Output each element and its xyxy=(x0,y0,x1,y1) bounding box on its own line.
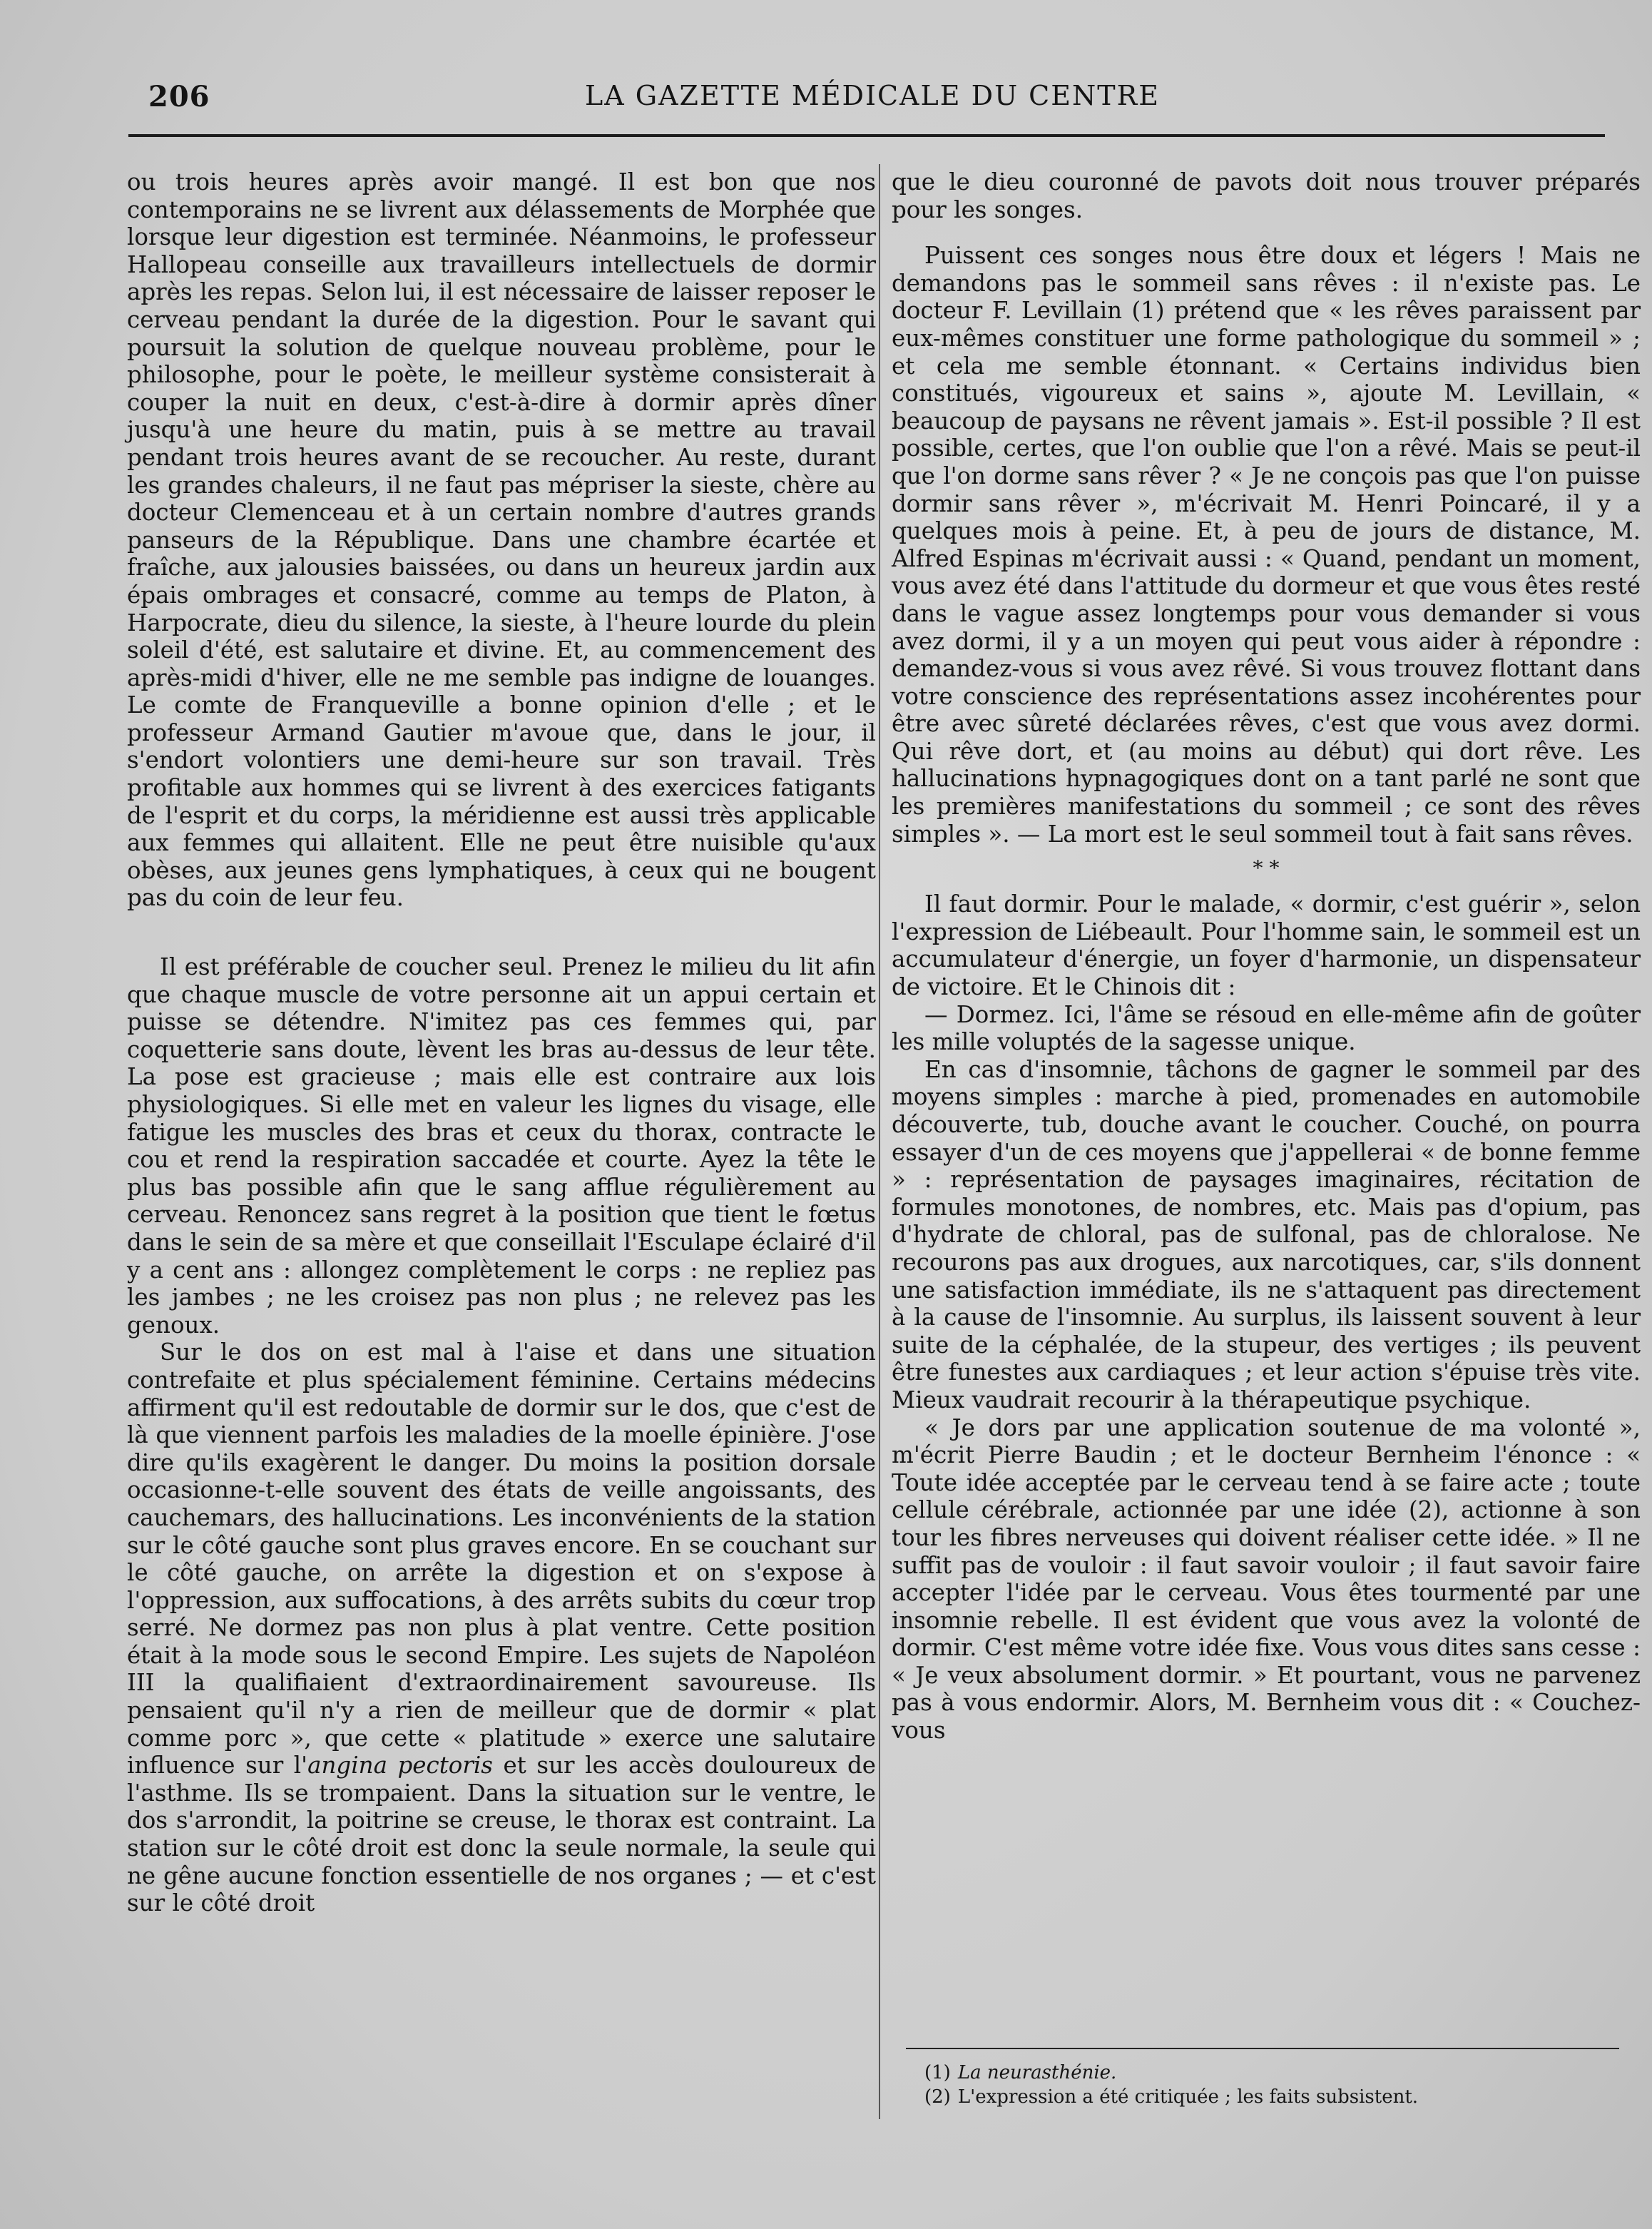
paragraph xyxy=(127,1339,876,1916)
section-asterism: * * xyxy=(1253,856,1280,880)
paragraph: — Dormez. Ici, l'âme se résoud en elle-même afin de goûter les mille voluptés de la sagesse unique. xyxy=(892,1000,1641,1056)
page-header xyxy=(143,80,1612,123)
section-gap xyxy=(892,223,1641,242)
footnote-text: L'expression a été critiquée ; les faits subsistent. xyxy=(957,2086,1419,2108)
footnote xyxy=(924,2085,1609,2109)
paragraph: que le dieu couronné de pavots doit nous trouver préparés pour les songes. xyxy=(892,168,1641,223)
footnote-text: La neurasthénie. xyxy=(957,2062,1117,2083)
section-gap xyxy=(127,912,876,953)
right-column xyxy=(892,168,1641,1745)
running-title: LA GAZETTE MÉDICALE DU CENTRE xyxy=(585,80,1160,111)
footnote-rule xyxy=(906,2048,1619,2049)
header-rule xyxy=(128,134,1605,137)
paragraph: Il faut dormir. Pour le malade, « dormir, c'est guérir », selon l'expression de Liébeault. Pour l'homme sain, le sommeil est un accumulateur d'énergie, un foyer d'harmonie, un dispensateur de victoire. Et le Chinois dit : xyxy=(892,890,1641,1001)
page-number: 206 xyxy=(148,80,210,113)
paragraph: En cas d'insomnie, tâchons de gagner le sommeil par des moyens simples : marche à pied, promenades en automobile découverte, tub, douche avant le coucher. Couché, on pourra essayer d'un de ces moyens que j'appellerai « de bonne femme » : représentation de paysages imaginaires, récitation de formules monotones, de nombres, etc. Mais pas d'opium, pas d'hydrate de chloral, pas de sulfonal, pas de chloralose. Ne recourons pas aux drogues, aux narcotiques, car, s'ils donnent une satisfaction immédiate, ils ne s'attaquent pas directement à la cause de l'insomnie. Au surplus, ils laissent souvent à leur suite de la céphalée, de la stupeur, des vertiges ; ils peuvent être funestes aux cardiaques ; et leur action s'épuise très vite. Mieux vaudrait recourir à la thérapeutique psychique. xyxy=(892,1055,1641,1413)
paragraph: « Je dors par une application soutenue de ma volonté », m'écrit Pierre Baudin ; et le docteur Bernheim l'énonce : « Toute idée acceptée par le cerveau tend à se faire acte ; toute cellule cérébrale, actionnée par une idée (2), actionne à son tour les fibres nerveuses qui doivent réaliser cette idée. » Il ne suffit pas de vouloir : il faut savoir vouloir ; il faut savoir faire accepter l'idée par le cerveau. Vous êtes tourmenté par une insomnie rebelle. Il est évident que vous avez la volonté de dormir. C'est même votre idée fixe. Vous vous dites sans cesse : « Je veux absolument dormir. » Et pourtant, vous ne parvenez pas à vous endormir. Alors, M. Bernheim vous dit : « Couchez-vous xyxy=(892,1413,1641,1745)
footnote-number: (2) xyxy=(924,2086,951,2108)
paragraph: Il est préférable de coucher seul. Prenez le milieu du lit afin que chaque muscle de votre personne ait un appui certain et puisse se détendre. N'imitez pas ces femmes qui, par coquetterie sans doute, lèvent les bras au-dessus de leur tête. La pose est gracieuse ; mais elle est contraire aux lois physiologiques. Si elle met en valeur les lignes du visage, elle fatigue les muscles des bras et ceux du thorax, contracte le cou et rend la respiration saccadée et courte. Ayez la tête le plus bas possible afin que le sang afflue régulièrement au cerveau. Renoncez sans regret à la position que tient le fœtus dans le sein de sa mère et que conseillait l'Esculape éclairé d'il y a cent ans : allongez complètement le corps : ne repliez pas les jambes ; ne les croisez pas non plus ; ne relevez pas les genoux. xyxy=(127,953,876,1339)
left-column xyxy=(127,168,876,1917)
italic-term: angina pectoris xyxy=(307,1752,493,1779)
paragraph: Puissent ces songes nous être doux et légers ! Mais ne demandons pas le sommeil sans rêves : il n'existe pas. Le docteur F. Levillain (1) prétend que « les rêves paraissent par eux-mêmes constituer une forme pathologique du sommeil » ; et cela me semble étonnant. « Certains individus bien constitués, vigoureux et sains », ajoute M. Levillain, « beaucoup de paysans ne rêvent jamais ». Est-il possible ? Il est possible, certes, que l'on oublie que l'on a rêvé. Mais se peut-il que l'on dorme sans rêver ? « Je ne conçois pas que l'on puisse dormir sans rêver », m'écrivait M. Henri Poincaré, il y a quelques mois à peine. Et, à peu de jours de distance, M. Alfred Espinas m'écrivait aussi : « Quand, pendant un moment, vous avez été dans l'attitude du dormeur et que vous êtes resté dans le vague assez longtemps pour vous demander si vous avez dormi, il y a un moyen qui peut vous aider à répondre : demandez-vous si vous avez rêvé. Si vous trouvez flottant dans votre conscience des représentations assez incohérentes pour être avec sûreté déclarées rêves, c'est que vous avez dormi. Qui rêve dort, et (au moins au début) qui dort rêve. Les hallucinations hypnagogiques dont on a tant parlé ne sont que les premières manifestations du sommeil ; ce sont des rêves simples ». — La mort est le seul sommeil tout à fait sans rêves. xyxy=(892,242,1641,848)
text-run: Sur le dos on est mal à l'aise et dans une situation contrefaite et plus spécialement féminine. Certains médecins affirment qu'il est redoutable de dormir sur le dos, que c'est de là que viennent parfois les maladies de la moelle épinière. J'ose dire qu'ils exagèrent le danger. Du moins la position dorsale occasionne-t-elle souvent des états de veille angoissants, des cauchemars, des hallucinations. Les inconvénients de la station sur le côté gauche sont plus graves encore. En se couchant sur le côté gauche, on arrête la digestion et on s'expose à l'oppression, aux suffocations, à des arrêts subits du cœur trop serré. Ne dormez pas non plus à plat ventre. Cette position était à la mode sous le second Empire. Les sujets de Napoléon III la qualifiaient d'extraordinairement savoureuse. Ils pensaient qu'il n'y a rien de meilleur que de dormir « plat comme porc », que cette « platitude » exerce une salutaire influence sur l' xyxy=(127,1339,876,1779)
text-run: et sur les accès douloureux de l'asthme. Ils se trompaient. Dans la situation sur le ventre, le dos s'arrondit, la poitrine se creuse, le thorax est contraint. La station sur le côté droit est donc la seule normale, la seule qui ne gêne aucune fonction essentielle de nos organes ; — et c'est sur le côté droit xyxy=(127,1752,877,1917)
paragraph: ou trois heures après avoir mangé. Il est bon que nos contemporains ne se livrent aux délassements de Morphée que lorsque leur digestion est terminée. Néanmoins, le professeur Hallopeau conseille aux travailleurs intellectuels de dormir après les repas. Selon lui, il est nécessaire de laisser reposer le cerveau pendant la durée de la digestion. Pour le savant qui poursuit la solution de quelque nouveau problème, pour le philosophe, pour le poète, le meilleur système consisterait à couper la nuit en deux, c'est-à-dire à dormir après dîner jusqu'à une heure du matin, puis à se mettre au travail pendant trois heures avant de se recoucher. Au reste, durant les grandes chaleurs, il ne faut pas mépriser la sieste, chère au docteur Clemenceau et à un certain nombre d'autres grands panseurs de la République. Dans une chambre écartée et fraîche, aux jalousies baissées, ou dans un heureux jardin aux épais ombrages et consacré, comme au temps de Platon, à Harpocrate, dieu du silence, la sieste, à l'heure lourde du plein soleil d'été, est salutaire et divine. Et, au commencement des après-midi d'hiver, elle ne me semble pas indigne de louanges. Le comte de Franqueville a bonne opinion d'elle ; et le professeur Armand Gautier m'avoue que, dans le jour, il s'endort volontiers une demi-heure sur son travail. Très profitable aux hommes qui se livrent à des exercices fatigants de l'esprit et du corps, la méridienne est aussi très applicable aux femmes qui allaitent. Elle ne peut être nuisible qu'aux obèses, aux jeunes gens lymphatiques, à ceux qui ne bougent pas du coin de leur feu. xyxy=(127,168,876,912)
footnote-number: (1) xyxy=(924,2062,951,2083)
column-divider xyxy=(879,164,880,2119)
footnotes xyxy=(924,2061,1609,2109)
footnote xyxy=(924,2061,1609,2085)
